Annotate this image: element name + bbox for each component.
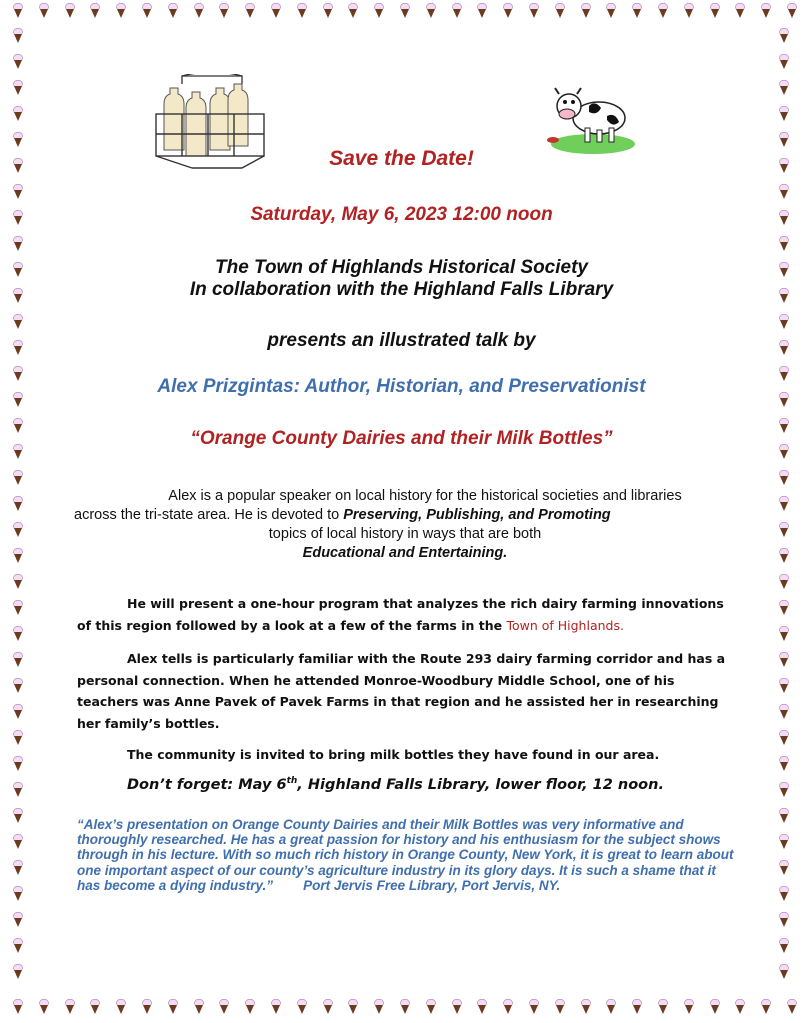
- dont-forget-sup: th: [286, 776, 298, 786]
- ice-cream-cone-icon: [13, 886, 23, 902]
- ice-cream-cone-icon: [779, 54, 789, 70]
- dont-forget-line: [127, 776, 727, 793]
- ice-cream-cone-icon: [13, 834, 23, 850]
- ice-cream-cone-icon: [632, 3, 642, 19]
- ice-cream-cone-icon: [632, 999, 642, 1015]
- program-text: He will present a one-hour program that analyzes the rich dairy farming innovations of this region followed by a look at a few of the farms in the: [77, 596, 724, 633]
- ice-cream-cone-icon: [271, 3, 281, 19]
- ice-cream-cone-icon: [323, 3, 333, 19]
- ice-cream-cone-icon: [13, 808, 23, 824]
- ice-cream-cone-icon: [39, 3, 49, 19]
- ice-cream-cone-icon: [13, 574, 23, 590]
- ice-cream-cone-icon: [581, 3, 591, 19]
- testimonial-quote: [77, 817, 737, 893]
- ice-cream-cone-icon: [13, 652, 23, 668]
- ice-cream-cone-icon: [13, 626, 23, 642]
- ice-cream-cone-icon: [779, 886, 789, 902]
- ice-cream-cone-icon: [374, 999, 384, 1015]
- ice-cream-cone-icon: [779, 28, 789, 44]
- speaker-name: Alex Prizgintas: Author, Historian, and Preservationist: [157, 376, 646, 397]
- organizers: [0, 257, 803, 301]
- ice-cream-cone-icon: [13, 756, 23, 772]
- dont-forget-part-2: , Highland Falls Library, lower floor, 12 noon.: [297, 776, 664, 793]
- ice-cream-cone-icon: [271, 999, 281, 1015]
- ice-cream-cone-icon: [297, 3, 307, 19]
- ice-cream-cone-icon: [658, 999, 668, 1015]
- ice-cream-cone-icon: [684, 3, 694, 19]
- ice-cream-cone-icon: [194, 999, 204, 1015]
- ice-cream-cone-icon: [779, 834, 789, 850]
- ice-cream-cone-icon: [779, 184, 789, 200]
- ice-cream-cone-icon: [245, 999, 255, 1015]
- ice-cream-cone-icon: [219, 3, 229, 19]
- ice-cream-cone-icon: [13, 522, 23, 538]
- organizer-line-2: In collaboration with the Highland Falls Library: [189, 279, 614, 300]
- ice-cream-cone-icon: [323, 999, 333, 1015]
- ice-cream-cone-icon: [168, 999, 178, 1015]
- organizer-line-1: The Town of Highlands Historical Society: [214, 257, 588, 278]
- ice-cream-cone-icon: [779, 912, 789, 928]
- cow-image: [545, 82, 637, 156]
- ice-cream-cone-icon: [142, 3, 152, 19]
- ice-cream-cone-icon: [13, 964, 23, 980]
- ice-cream-cone-icon: [779, 678, 789, 694]
- bio-line-2-text: across the tri-state area. He is devoted to: [74, 507, 344, 523]
- ice-cream-cone-icon: [684, 999, 694, 1015]
- quote-source: Port Jervis Free Library, Port Jervis, NY.: [303, 877, 561, 893]
- ice-cream-cone-icon: [555, 999, 565, 1015]
- ice-cream-cone-icon: [658, 3, 668, 19]
- quote-text: “Alex’s presentation on Orange County Dairies and their Milk Bottles was very informative and thoroughly researched. He has a great passion for history and his enthusiasm for the subject shows through in his lecture. With so much rich history in Orange County, New York, it is great to learn about one important aspect of our county’s agriculture industry in its glory days. It is such a shame that it has become a dying industry.”: [77, 817, 734, 893]
- ice-cream-cone-icon: [477, 999, 487, 1015]
- bio-line-1: Alex is a popular speaker on local history for the historical societies and libraries: [168, 488, 682, 504]
- ice-cream-cone-icon: [90, 3, 100, 19]
- ice-cream-cone-icon: [779, 132, 789, 148]
- ice-cream-cone-icon: [168, 3, 178, 19]
- ice-cream-cone-icon: [735, 999, 745, 1015]
- ice-cream-cone-icon: [245, 3, 255, 19]
- ice-cream-cone-icon: [779, 106, 789, 122]
- ice-cream-cone-icon: [779, 522, 789, 538]
- paragraph-connection: Alex tells is particularly familiar with the Route 293 dairy farming corridor and has a personal connection. When he attended Monroe-Woodbury Middle School, one of his teachers was Anne Pavek of Pavek Farms in that region and he assisted her in researching her family’s bottles.: [77, 651, 726, 731]
- ice-cream-cone-icon: [400, 3, 410, 19]
- ice-cream-cone-icon: [13, 730, 23, 746]
- ice-cream-cone-icon: [735, 3, 745, 19]
- ice-cream-cone-icon: [13, 999, 23, 1015]
- bio-line-3: topics of local history in ways that are both: [268, 526, 542, 542]
- ice-cream-cone-icon: [452, 999, 462, 1015]
- ice-cream-cone-icon: [13, 860, 23, 876]
- ice-cream-cone-icon: [779, 80, 789, 96]
- ice-cream-cone-icon: [761, 3, 771, 19]
- town-of-highlands-text: Town of Highlands.: [506, 617, 624, 633]
- ice-cream-cone-icon: [13, 106, 23, 122]
- ice-cream-cone-icon: [400, 999, 410, 1015]
- ice-cream-cone-icon: [348, 3, 358, 19]
- ice-cream-cone-icon: [13, 496, 23, 512]
- ice-cream-cone-icon: [426, 3, 436, 19]
- bio-emphasis-2: Educational and Entertaining.: [302, 545, 508, 561]
- ice-cream-cone-icon: [13, 3, 23, 19]
- ice-cream-cone-icon: [13, 470, 23, 486]
- ice-cream-cone-icon: [219, 999, 229, 1015]
- ice-cream-cone-icon: [529, 999, 539, 1015]
- ice-cream-cone-icon: [13, 600, 23, 616]
- speaker-bio: [70, 487, 740, 563]
- ice-cream-cone-icon: [116, 3, 126, 19]
- ice-cream-cone-icon: [13, 236, 23, 252]
- ice-cream-cone-icon: [13, 314, 23, 330]
- ice-cream-cone-icon: [297, 999, 307, 1015]
- dont-forget-part-1: Don’t forget: May 6: [127, 776, 287, 793]
- ice-cream-cone-icon: [581, 999, 591, 1015]
- ice-cream-cone-icon: [452, 3, 462, 19]
- ice-cream-cone-icon: [503, 3, 513, 19]
- ice-cream-cone-icon: [779, 548, 789, 564]
- ice-cream-cone-icon: [710, 3, 720, 19]
- ice-cream-cone-icon: [13, 704, 23, 720]
- event-date-time: Saturday, May 6, 2023 12:00 noon: [250, 204, 553, 225]
- ice-cream-cone-icon: [779, 626, 789, 642]
- ice-cream-cone-icon: [426, 999, 436, 1015]
- ice-cream-cone-icon: [477, 3, 487, 19]
- ice-cream-cone-icon: [65, 999, 75, 1015]
- ice-cream-cone-icon: [779, 938, 789, 954]
- ice-cream-cone-icon: [779, 808, 789, 824]
- ice-cream-cone-icon: [13, 28, 23, 44]
- ice-cream-cone-icon: [779, 964, 789, 980]
- ice-cream-cone-icon: [779, 574, 789, 590]
- paragraph-invite: The community is invited to bring milk bottles they have found in our area.: [127, 747, 660, 762]
- ice-cream-cone-icon: [13, 912, 23, 928]
- ice-cream-cone-icon: [13, 54, 23, 70]
- ice-cream-cone-icon: [13, 782, 23, 798]
- talk-title: “Orange County Dairies and their Milk Bottles”: [190, 428, 613, 449]
- ice-cream-cone-icon: [710, 999, 720, 1015]
- bio-line-2: [70, 506, 740, 525]
- ice-cream-cone-icon: [529, 3, 539, 19]
- ice-cream-cone-icon: [13, 938, 23, 954]
- ice-cream-cone-icon: [606, 999, 616, 1015]
- ice-cream-cone-icon: [787, 3, 797, 19]
- ice-cream-cone-icon: [779, 730, 789, 746]
- ice-cream-cone-icon: [116, 999, 126, 1015]
- ice-cream-cone-icon: [779, 756, 789, 772]
- ice-cream-cone-icon: [779, 314, 789, 330]
- ice-cream-cone-icon: [13, 548, 23, 564]
- bio-line-4: [70, 544, 740, 563]
- ice-cream-cone-icon: [13, 80, 23, 96]
- ice-cream-cone-icon: [142, 999, 152, 1015]
- save-the-date-heading: Save the Date!: [329, 147, 474, 170]
- presents-line: presents an illustrated talk by: [267, 330, 536, 351]
- ice-cream-cone-icon: [761, 999, 771, 1015]
- ice-cream-cone-icon: [39, 999, 49, 1015]
- bio-emphasis: Preserving, Publishing, and Promoting: [343, 507, 611, 523]
- ice-cream-cone-icon: [194, 3, 204, 19]
- ice-cream-cone-icon: [13, 678, 23, 694]
- ice-cream-cone-icon: [348, 999, 358, 1015]
- ice-cream-cone-icon: [13, 184, 23, 200]
- ice-cream-cone-icon: [65, 3, 75, 19]
- ice-cream-cone-icon: [503, 999, 513, 1015]
- ice-cream-cone-icon: [13, 132, 23, 148]
- ice-cream-cone-icon: [779, 860, 789, 876]
- ice-cream-cone-icon: [555, 3, 565, 19]
- ice-cream-cone-icon: [374, 3, 384, 19]
- ice-cream-cone-icon: [779, 236, 789, 252]
- ice-cream-cone-icon: [779, 782, 789, 798]
- ice-cream-cone-icon: [787, 999, 797, 1015]
- ice-cream-cone-icon: [606, 3, 616, 19]
- ice-cream-cone-icon: [90, 999, 100, 1015]
- ice-cream-cone-icon: [779, 496, 789, 512]
- paragraph-program: [77, 593, 727, 636]
- ice-cream-cone-icon: [779, 470, 789, 486]
- ice-cream-cone-icon: [779, 600, 789, 616]
- ice-cream-cone-icon: [779, 704, 789, 720]
- ice-cream-cone-icon: [779, 652, 789, 668]
